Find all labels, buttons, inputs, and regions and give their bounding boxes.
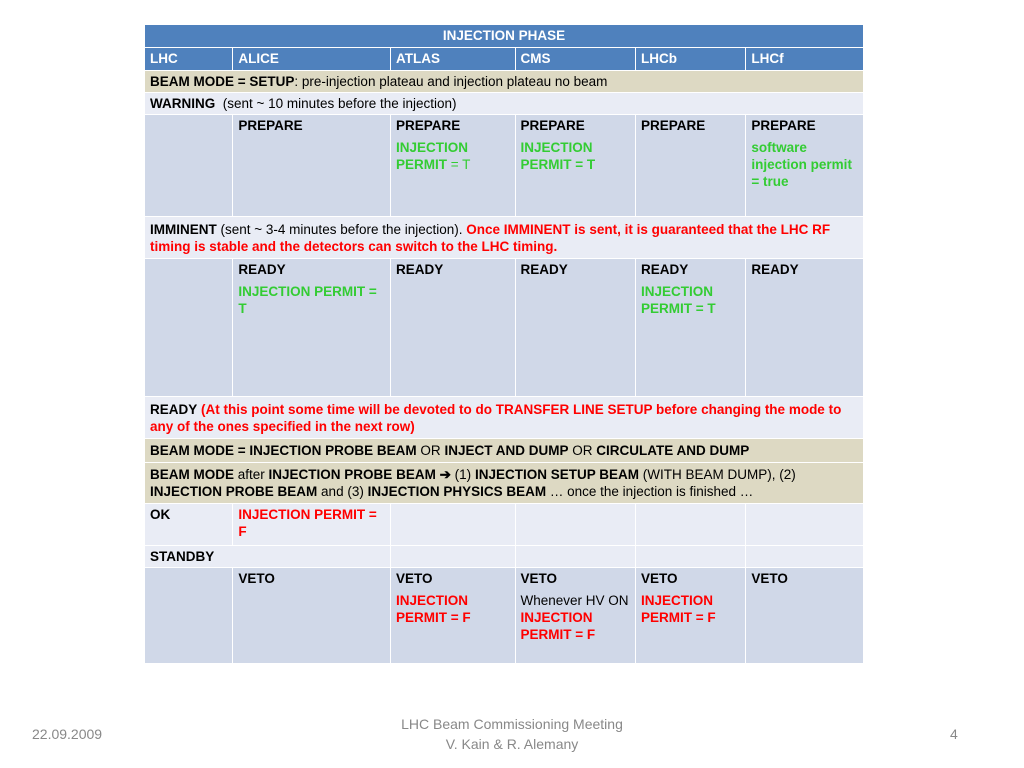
warning-cell: [145, 93, 864, 115]
cms-veto-state: VETO: [520, 571, 558, 586]
lhcf-ready-state: READY: [751, 262, 799, 277]
veto-alice-cell: [233, 568, 391, 664]
prepare-lhcf-cell: [746, 115, 864, 217]
veto-lhc-cell: [145, 568, 233, 664]
veto-lhcf-cell: [746, 568, 864, 664]
footer-authors: V. Kain & R. Alemany: [445, 736, 579, 752]
lhcf-software-permit: software injection permit: [751, 140, 852, 172]
beam-mode-setup-label: BEAM MODE = SETUP: [150, 74, 295, 89]
footer-date: 22.09.2009: [32, 726, 103, 742]
after-b1: BEAM MODE: [150, 467, 234, 482]
ready-lhcf-cell: [746, 259, 864, 397]
probe-mode-2: INJECT AND DUMP: [444, 443, 569, 458]
cms-injection-permit: INJECTION PERMIT: [520, 140, 593, 172]
atlas-veto-permit: INJECTION PERMIT: [396, 593, 469, 625]
beam-mode-setup-cell: [145, 71, 864, 93]
veto-atlas-cell: [391, 568, 516, 664]
after-t3: (WITH BEAM DUMP), (2): [642, 467, 796, 482]
after-b3: INJECTION SETUP BEAM: [474, 467, 639, 482]
ok-cms-cell: [515, 504, 635, 546]
header-row: [145, 48, 864, 71]
ok-atlas-cell: [391, 504, 516, 546]
lhcb-veto-permit: INJECTION PERMIT: [640, 593, 713, 625]
ready-lhc-cell: [145, 259, 233, 397]
lhcf-veto-state: VETO: [751, 571, 788, 586]
lhcb-injection-permit: INJECTION PERMIT: [640, 284, 713, 316]
col-header-lhc: LHC: [145, 48, 233, 71]
prepare-alice-cell: [233, 115, 391, 217]
after-b5: INJECTION PHYSICS BEAM: [367, 484, 547, 499]
probe-mode-1: BEAM MODE = INJECTION PROBE BEAM: [150, 443, 417, 458]
ok-alice-cell: [233, 504, 391, 546]
standby-cms-cell: [515, 546, 635, 568]
ready-note-cell: [145, 397, 864, 439]
after-b2: INJECTION PROBE BEAM: [268, 467, 436, 482]
ready-note-row: [145, 397, 864, 439]
cms-permit-value: = T: [575, 157, 596, 172]
lhcf-prepare-state: PREPARE: [751, 118, 816, 133]
beam-mode-setup-text: : pre-injection plateau and injection plateau no beam: [294, 74, 608, 89]
footer-meeting: LHC Beam Commissioning Meeting: [401, 716, 623, 732]
lhcb-veto-permit-value: = F: [695, 610, 716, 625]
alice-prepare-state: PREPARE: [238, 118, 303, 133]
injection-phase-table: [144, 24, 864, 664]
ready-label: READY: [150, 402, 198, 417]
title-row: [145, 25, 864, 48]
ready-note: (At this point some time will be devoted to do TRANSFER LINE SETUP before changing the mode to any of the ones specified in the next row): [150, 402, 842, 434]
standby-label: STANDBY: [150, 549, 215, 564]
cms-veto-note: Whenever HV ON: [520, 593, 629, 608]
beam-mode-after-row: [145, 463, 864, 504]
standby-lhcb-cell: [635, 546, 745, 568]
cms-veto-permit-value: = F: [575, 627, 596, 642]
beam-mode-setup-row: [145, 71, 864, 93]
atlas-injection-permit: INJECTION PERMIT: [396, 140, 469, 172]
lhcb-ready-state: READY: [640, 262, 689, 277]
atlas-veto-permit-value: = F: [450, 610, 471, 625]
after-t4: and (3): [321, 484, 364, 499]
cms-veto-permit: INJECTION PERMIT: [520, 610, 593, 642]
imminent-note: Once IMMINENT is sent, it is guaranteed that the LHC RF timing is stable and the detectors can switch to the LHC timing.: [150, 222, 831, 254]
ok-lhc-cell: [145, 504, 233, 546]
ok-alice-permit-value: = F: [238, 507, 377, 539]
prepare-cms-cell: [515, 115, 635, 217]
imminent-row: [145, 217, 864, 259]
lhcb-permit-value: = T: [695, 301, 716, 316]
cms-prepare-state: PREPARE: [520, 118, 585, 133]
alice-injection-permit: INJECTION PERMIT: [238, 284, 366, 299]
col-header-cms: CMS: [515, 48, 635, 71]
prepare-atlas-cell: [391, 115, 516, 217]
veto-cms-cell: [515, 568, 635, 664]
warning-label: WARNING: [150, 96, 216, 111]
standby-atlas-cell: [391, 546, 516, 568]
standby-row: [145, 546, 864, 568]
atlas-permit-value: = T: [450, 157, 471, 172]
lhcb-prepare-state: PREPARE: [640, 118, 706, 133]
arrow-icon: ➔: [439, 467, 451, 482]
table-title: INJECTION PHASE: [145, 25, 864, 48]
prepare-lhc-cell: [145, 115, 233, 217]
ready-alice-cell: [233, 259, 391, 397]
alice-permit-value: = T: [238, 284, 377, 316]
probe-or-1: OR: [420, 443, 441, 458]
after-b4: INJECTION PROBE BEAM: [150, 484, 318, 499]
ok-label: OK: [150, 507, 171, 522]
lhcb-veto-state: VETO: [640, 571, 678, 586]
probe-mode-3: CIRCULATE AND DUMP: [596, 443, 750, 458]
prepare-lhcb-cell: [635, 115, 745, 217]
beam-mode-after-cell: [145, 463, 864, 504]
col-header-lhcb: LHCb: [635, 48, 745, 71]
ready-lhcb-cell: [635, 259, 745, 397]
beam-mode-probe-cell: [145, 439, 864, 463]
probe-or-2: OR: [572, 443, 593, 458]
imminent-text: (sent ~ 3-4 minutes before the injection).: [220, 222, 463, 237]
prepare-row: [145, 115, 864, 217]
lhcf-permit-value: = true: [751, 174, 789, 189]
ready-cms-cell: [515, 259, 635, 397]
standby-lhcf-cell: [746, 546, 864, 568]
veto-row: [145, 568, 864, 664]
warning-text: (sent ~ 10 minutes before the injection): [222, 96, 457, 111]
ok-lhcb-cell: [635, 504, 745, 546]
atlas-ready-state: READY: [396, 262, 444, 277]
col-header-atlas: ATLAS: [391, 48, 516, 71]
alice-ready-state: READY: [238, 262, 286, 277]
col-header-lhcf: LHCf: [746, 48, 864, 71]
ok-row: [145, 504, 864, 546]
imminent-cell: [145, 217, 864, 259]
warning-row: [145, 93, 864, 115]
alice-veto-state: VETO: [238, 571, 275, 586]
after-t1: after: [237, 467, 265, 482]
atlas-veto-state: VETO: [396, 571, 433, 586]
ready-state-row: [145, 259, 864, 397]
cms-ready-state: READY: [520, 262, 568, 277]
after-t5: … once the injection is finished …: [549, 484, 754, 499]
ok-alice-permit: INJECTION PERMIT: [238, 507, 366, 522]
standby-cell: [145, 546, 391, 568]
ok-lhcf-cell: [746, 504, 864, 546]
beam-mode-probe-row: [145, 439, 864, 463]
atlas-prepare-state: PREPARE: [396, 118, 461, 133]
footer-center: [370, 714, 654, 754]
col-header-alice: ALICE: [233, 48, 391, 71]
footer-page-number: 4: [950, 726, 958, 742]
imminent-label: IMMINENT: [150, 222, 217, 237]
veto-lhcb-cell: [635, 568, 745, 664]
ready-atlas-cell: [391, 259, 516, 397]
after-t2: (1): [454, 467, 472, 482]
